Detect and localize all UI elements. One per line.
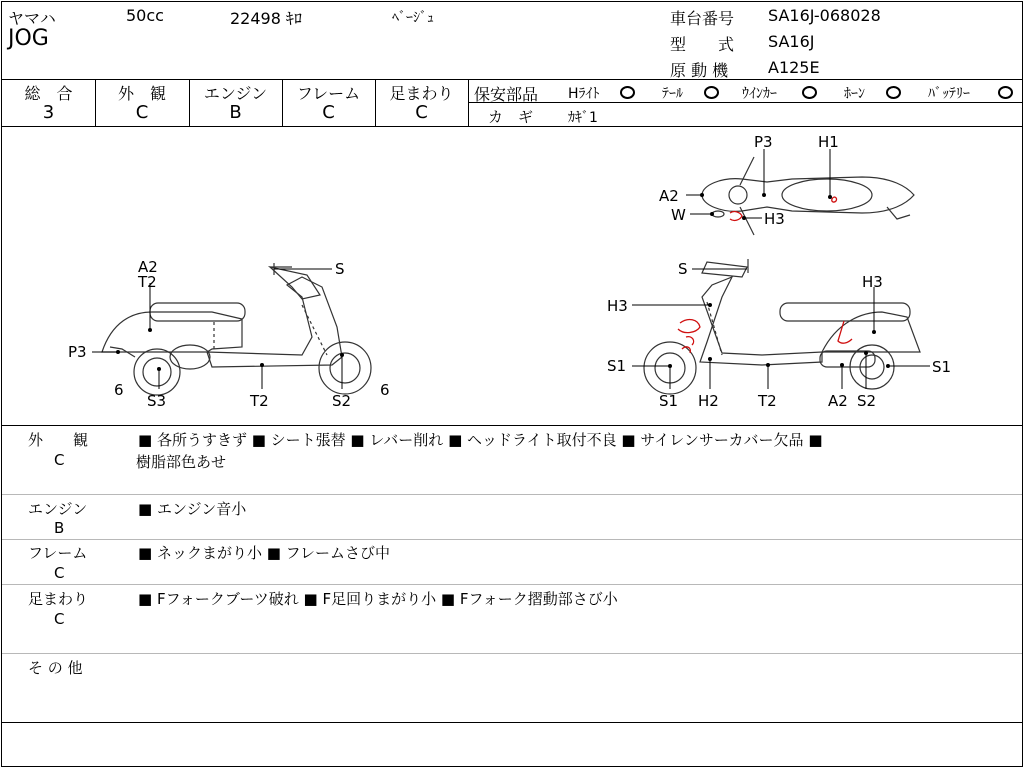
divider bbox=[2, 584, 1022, 585]
engine-value: B bbox=[229, 102, 242, 123]
suspension-label: 足まわり bbox=[389, 84, 454, 103]
remarks-frame-text: ■ ネックまがり小 ■ フレームさび中 bbox=[138, 544, 391, 562]
displacement: 50cc bbox=[126, 6, 164, 25]
divider bbox=[468, 79, 469, 126]
frame-label: フレーム bbox=[296, 84, 361, 103]
damage-diagram bbox=[2, 127, 1022, 425]
exterior-label: 外 観 bbox=[117, 84, 166, 103]
remarks-frame-label: フレーム bbox=[28, 544, 88, 562]
divider bbox=[2, 722, 1022, 723]
remarks-other-label: そ の 他 bbox=[28, 659, 83, 677]
diagram-label: T2 bbox=[758, 392, 777, 410]
diagram-label: S2 bbox=[857, 392, 877, 410]
divider bbox=[2, 653, 1022, 654]
diagram-label: H3 bbox=[607, 297, 628, 315]
key-label: カ ギ bbox=[488, 108, 534, 126]
type-value: SA16J bbox=[768, 32, 815, 51]
overall-value: 3 bbox=[42, 102, 55, 123]
key-value: ｶｷﾞ1 bbox=[568, 110, 598, 126]
diagram-label: S2 bbox=[332, 392, 352, 410]
diagram-label: A2 bbox=[659, 187, 679, 205]
remarks-engine-text: ■ エンジン音小 bbox=[138, 500, 247, 518]
overall-label: 総 合 bbox=[24, 84, 73, 103]
divider bbox=[2, 425, 1022, 426]
divider bbox=[2, 494, 1022, 495]
diagram-label: W bbox=[671, 206, 686, 224]
diagram-label: S1 bbox=[607, 357, 627, 375]
scooter-top-view bbox=[702, 157, 914, 235]
battery-ok-mark bbox=[998, 86, 1013, 99]
safety-title: 保安部品 bbox=[474, 85, 539, 104]
diagram-label: P3 bbox=[754, 133, 773, 151]
diagram-label: S3 bbox=[147, 392, 167, 410]
taillight-label: ﾃｰﾙ bbox=[662, 86, 683, 102]
damage-mark bbox=[832, 197, 837, 202]
horn-ok-mark bbox=[886, 86, 901, 99]
color: ﾍﾞｰｼﾞｭ bbox=[392, 10, 434, 26]
diagram-label: P3 bbox=[68, 343, 87, 361]
remarks-frame-grade: C bbox=[54, 564, 65, 582]
remarks-engine-grade: B bbox=[54, 519, 65, 537]
remarks-exterior-text-2: 樹脂部色あせ bbox=[136, 453, 227, 471]
diagram-label: H2 bbox=[698, 392, 719, 410]
engine-model-label: 原 動 機 bbox=[670, 61, 729, 80]
damage-mark bbox=[730, 212, 742, 221]
taillight-ok-mark bbox=[704, 86, 719, 99]
diagram-label: 6 bbox=[380, 381, 390, 399]
remarks-exterior-text: ■ 各所うすきず ■ シート張替 ■ レバー削れ ■ ヘッドライト取付不良 ■ サイレンサーカバー欠品 ■ bbox=[138, 431, 823, 449]
frame-value: C bbox=[322, 102, 335, 123]
model-name: JOG bbox=[8, 26, 49, 51]
diagram-label: H3 bbox=[764, 210, 785, 228]
winker-ok-mark bbox=[802, 86, 817, 99]
engine-model-value: A125E bbox=[768, 58, 820, 77]
diagram-label: H1 bbox=[818, 133, 839, 151]
engine-label: エンジン bbox=[203, 84, 268, 103]
diagram-label: T2 bbox=[138, 273, 157, 291]
frame-no-label: 車台番号 bbox=[670, 9, 735, 28]
battery-label: ﾊﾞｯﾃﾘｰ bbox=[928, 86, 970, 102]
headlight-ok-mark bbox=[620, 86, 635, 99]
divider bbox=[2, 79, 1022, 80]
type-label: 型 式 bbox=[670, 35, 735, 54]
suspension-value: C bbox=[415, 102, 428, 123]
remarks-exterior-grade: C bbox=[54, 451, 65, 469]
diagram-label: H3 bbox=[862, 273, 883, 291]
remarks-engine-label: エンジン bbox=[28, 500, 88, 518]
diagram-label: S bbox=[335, 260, 345, 278]
diagram-label: S1 bbox=[932, 358, 952, 376]
frame-no-value: SA16J-068028 bbox=[768, 6, 881, 25]
divider bbox=[2, 539, 1022, 540]
diagram-label: A2 bbox=[828, 392, 848, 410]
horn-label: ﾎｰﾝ bbox=[844, 86, 865, 102]
remarks-suspension-label: 足まわり bbox=[28, 590, 89, 608]
remarks-suspension-text: ■ Fフォークブーツ破れ ■ F足回りまがり小 ■ Fフォーク摺動部さび小 bbox=[138, 590, 618, 608]
damage-mark bbox=[678, 320, 700, 353]
diagram-label: 6 bbox=[114, 381, 124, 399]
remarks-suspension-grade: C bbox=[54, 610, 65, 628]
diagram-label: S bbox=[678, 260, 688, 278]
remarks-exterior-label: 外 観 bbox=[28, 431, 89, 449]
exterior-value: C bbox=[135, 102, 149, 123]
winker-label: ｳｲﾝｶｰ bbox=[742, 86, 777, 102]
mileage: 22498 ｷﾛ bbox=[230, 9, 302, 28]
diagram-label: A2 bbox=[138, 258, 158, 276]
diagram-label: S1 bbox=[659, 392, 679, 410]
inspection-sheet bbox=[1, 1, 1023, 767]
headlight-label: Hﾗｲﾄ bbox=[568, 86, 600, 102]
maker: ヤマハ bbox=[8, 9, 56, 28]
diagram-label: T2 bbox=[250, 392, 269, 410]
